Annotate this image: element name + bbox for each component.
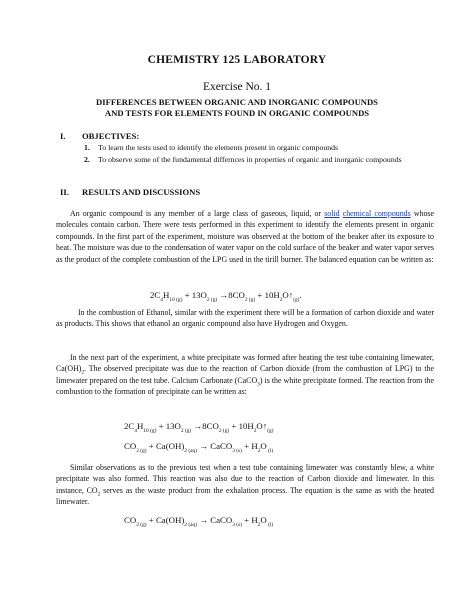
paragraph-3: In the next part of the experiment, a white precipitate was formed after heating the test tube containing limewater, $Ca(OH)_2$. The observed precipitate was due to the reaction of Carbon dioxide (from the combustion of LPG) to the limewater prepared on the test tube. Calcium Carbonate (CaCO$_3$) is the white precipitate formed. The reaction from the combustion to the formation of precipitate can be written as:	[56, 353, 434, 397]
objectives-list	[84, 143, 424, 165]
section-label: RESULTS AND DISCUSSIONS	[82, 187, 201, 197]
list-item	[84, 155, 424, 165]
paragraph-4: Similar observations as to the previous test when a test tube containing limewater was constantly blew, a white precipitate was also formed. This reaction was also due to the reaction of Carbon dioxide and limewater. In this instance, $CO_2$ serves as the waste product from the exhalation process. The equation is the same as with the heated limewater.	[56, 463, 434, 507]
section-number: I.	[60, 131, 66, 141]
solid-link[interactable]: solid	[324, 209, 340, 218]
paragraph-text: whose molecules contain carbon. There were tests performed in this experiment to identify the elements present in organic compounds. In the first part of the experiment, moisture was observed at the bottom of the beaker after its exposure to heat. The moisture was due to the condensation of water vapor on the cold surface of the beaker and water vapor serves as the product of the complete combustion of the LPG used in the tirill burner. The balanced equation can be written as:	[56, 209, 434, 264]
exercise-number: Exercise No. 1	[202, 81, 272, 93]
paragraph-1	[56, 208, 434, 265]
chemical-compounds-link[interactable]: chemical compounds	[342, 209, 411, 218]
combustion-equation-2: $2C_4H_{10 (g)} + 13O_{2 (g)} \to 8CO_{2 (g)}$ + $10H_2O↑_{(g)}$	[124, 421, 274, 434]
limewater-equation: $CO_{2 (g)} + Ca(OH)_{2 (aq)}$ → CaCO$_{3 (s)}$ + $H_2O$ $_{(l)}$	[124, 441, 274, 454]
subtitle-line-1: DIFFERENCES BETWEEN ORGANIC AND INORGANIC COMPOUNDS	[96, 97, 378, 107]
section-label: OBJECTIVES:	[82, 131, 140, 141]
list-item	[84, 143, 424, 153]
paragraph-2: In the combustion of Ethanol, similar with the experiment there will be a formation of carbon dioxide and water as products. This shows that ethanol an organic compound also have Hydrogen and Oxygen.	[56, 308, 434, 329]
document-subtitle	[0, 97, 474, 119]
document-title: CHEMISTRY 125 LABORATORY	[147, 54, 327, 66]
list-item-text: To observe some of the fundamental differnces in properties of organic and inorganic compounds	[98, 155, 402, 164]
paragraph-text: An organic compound is any member of a large class of gaseous, liquid, or	[70, 209, 325, 218]
subtitle-line-2: AND TESTS FOR ELEMENTS FOUND IN ORGANIC COMPOUNDS	[104, 108, 370, 118]
list-item-text: To learn the tests used to identify the elements present in organic compounds	[98, 143, 339, 152]
combustion-equation: $2C_4H_{10 (g)} + 13O_{2 (g)} \to 8CO_{2 (g)}$ + $10H_2O↑_{(g)}$.	[150, 290, 302, 303]
list-item-number: 2.	[84, 155, 90, 164]
list-item-number: 1.	[84, 143, 90, 152]
limewater-equation-2: $CO_{2 (g)} + Ca(OH)_{2 (aq)}$ → CaCO$_{3 (s)}$ + $H_2O$ $_{(l)}$	[124, 515, 274, 528]
section-number: II.	[60, 187, 69, 197]
